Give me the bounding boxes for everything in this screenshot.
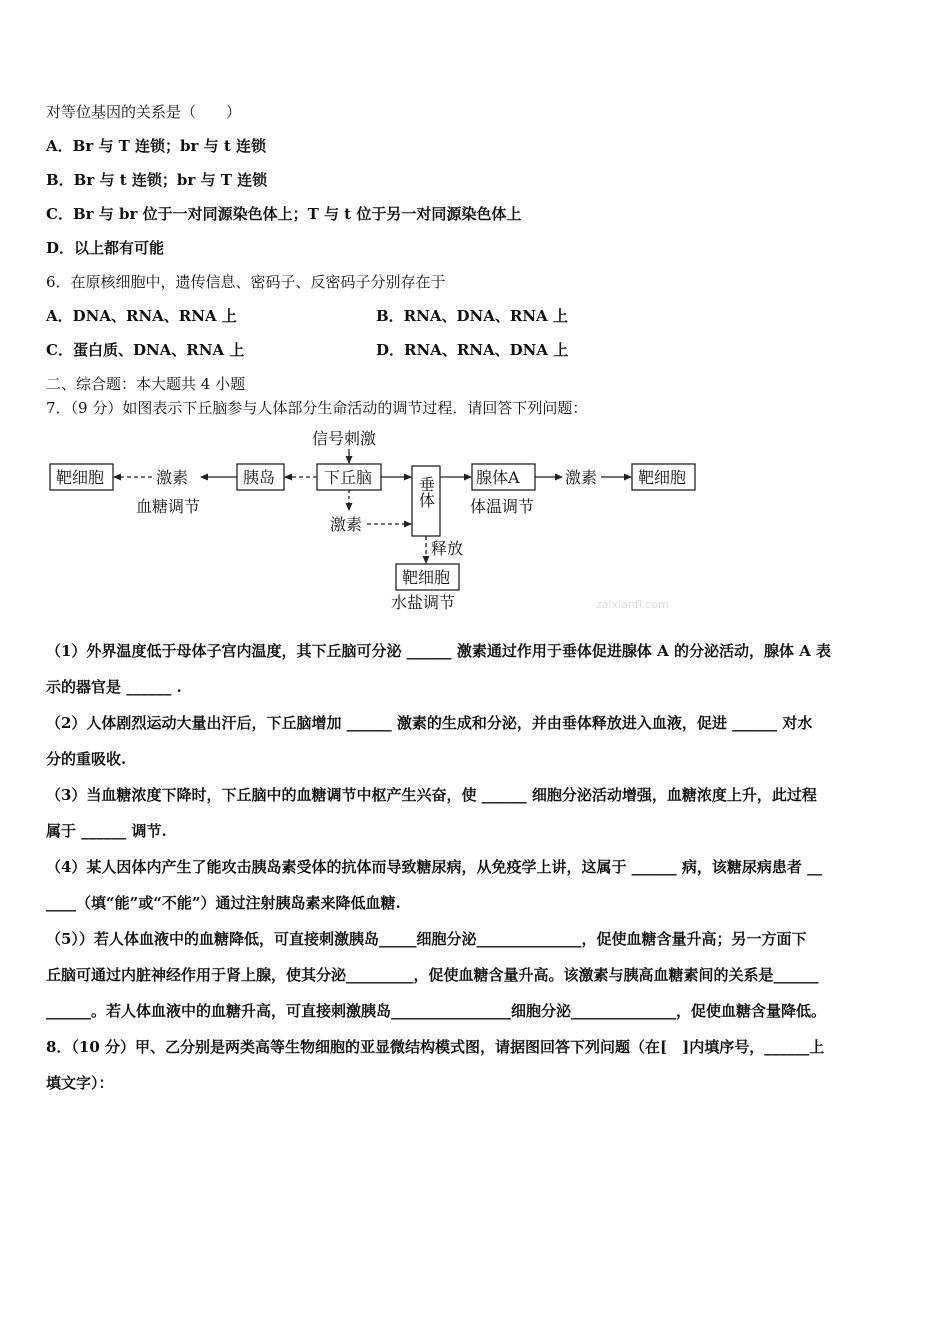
q7-line-5: （3）当血糖浓度下降时，下丘脑中的血糖调节中枢产生兴奋，使 ______ 细胞分泌活动增强，血糖浓度上升，此过程 bbox=[46, 786, 817, 804]
hormone-left-label: 激素 bbox=[156, 468, 189, 487]
gland-a-label: 腺体A bbox=[476, 468, 520, 487]
islet-label: 胰岛 bbox=[243, 468, 276, 487]
water-salt-regulation-label: 水盐调节 bbox=[391, 593, 456, 612]
hormone-mid-label: 激素 bbox=[330, 515, 363, 534]
q5-option-c: C．Br 与 br 位于一对同源染色体上；T 与 t 位于另一对同源染色体上 bbox=[46, 205, 522, 223]
hypothalamus-label: 下丘脑 bbox=[324, 468, 373, 487]
q7-line-8: ____（填“能”或“不能”）通过注射胰岛素来降低血糖. bbox=[46, 894, 401, 912]
target-cell-left-label: 靶细胞 bbox=[56, 468, 105, 487]
temperature-regulation-label: 体温调节 bbox=[470, 497, 535, 516]
q7-line-6: 属于 ______ 调节. bbox=[46, 822, 167, 840]
q8-line-2: 填文字）： bbox=[46, 1074, 114, 1092]
q6-option-c: C．蛋白质、DNA、RNA 上 bbox=[46, 341, 245, 359]
section-heading: 二、综合题：本大题共 4 小题 bbox=[46, 375, 246, 393]
blood-sugar-regulation-label: 血糖调节 bbox=[136, 497, 201, 516]
q7-line-9: （5））若人体血液中的血糖降低，可直接刺激胰岛_____细胞分泌______________，促使血糖含量升高；另一方面下 bbox=[46, 930, 807, 948]
q7-line-3: （2）人体剧烈运动大量出汗后，下丘脑增加 ______ 激素的生成和分泌，并由垂体释放进入血液，促进 ______ 对水 bbox=[46, 714, 813, 732]
signal-label: 信号刺激 bbox=[312, 429, 377, 448]
q6-stem: 6．在原核细胞中，遗传信息、密码子、反密码子分别存在于 bbox=[46, 273, 446, 291]
q5-stem: 对等位基因的关系是（ ） bbox=[46, 103, 242, 121]
target-cell-bottom-label: 靶细胞 bbox=[402, 568, 451, 587]
q7-stem: 7．（9 分）如图表示下丘脑参与人体部分生命活动的调节过程．请回答下列问题： bbox=[46, 399, 588, 417]
q7-line-7: （4）某人因体内产生了能攻击胰岛素受体的抗体而导致糖尿病，从免疫学上讲，这属于 ______ 病，该糖尿病患者 __ bbox=[46, 858, 823, 876]
q5-option-b: B．Br 与 t 连锁；br 与 T 连锁 bbox=[46, 171, 268, 189]
q7-line-2: 示的器官是 ______ . bbox=[46, 678, 182, 696]
release-label: 释放 bbox=[431, 539, 464, 558]
q7-line-1: （1）外界温度低于母体子宫内温度，其下丘脑可分泌 ______ 激素通过作用于垂体促进腺体 A 的分泌活动，腺体 A 表 bbox=[46, 642, 832, 660]
q5-option-a: A．Br 与 T 连锁；br 与 t 连锁 bbox=[46, 137, 267, 155]
hypothalamus-regulation-diagram bbox=[0, 422, 950, 622]
q7-line-10: 丘脑可通过内脏神经作用于肾上腺，使其分泌_________，促使血糖含量升高。该激素与胰高血糖素间的关系是______ bbox=[46, 966, 819, 984]
target-cell-right-label: 靶细胞 bbox=[638, 468, 687, 487]
hormone-right-label: 激素 bbox=[565, 468, 598, 487]
q6-option-d: D．RNA、RNA、DNA 上 bbox=[376, 341, 569, 359]
q6-option-b: B．RNA、DNA、RNA 上 bbox=[376, 307, 568, 325]
watermark: zaixianfl.com bbox=[596, 598, 669, 611]
q7-line-11: ______。若人体血液中的血糖升高，可直接刺激胰岛________________细胞分泌______________，促使血糖含量降低。 bbox=[46, 1002, 827, 1020]
pituitary-label: 垂体 bbox=[416, 476, 436, 508]
q6-option-a: A．DNA、RNA、RNA 上 bbox=[46, 307, 237, 325]
q8-line-1: 8．（10 分）甲、乙分别是两类高等生物细胞的亚显微结构模式图，请据图回答下列问题（在[ ]内填序号，______上 bbox=[46, 1038, 825, 1056]
q7-line-4: 分的重吸收. bbox=[46, 750, 127, 768]
q5-option-d: D．以上都有可能 bbox=[46, 239, 165, 257]
